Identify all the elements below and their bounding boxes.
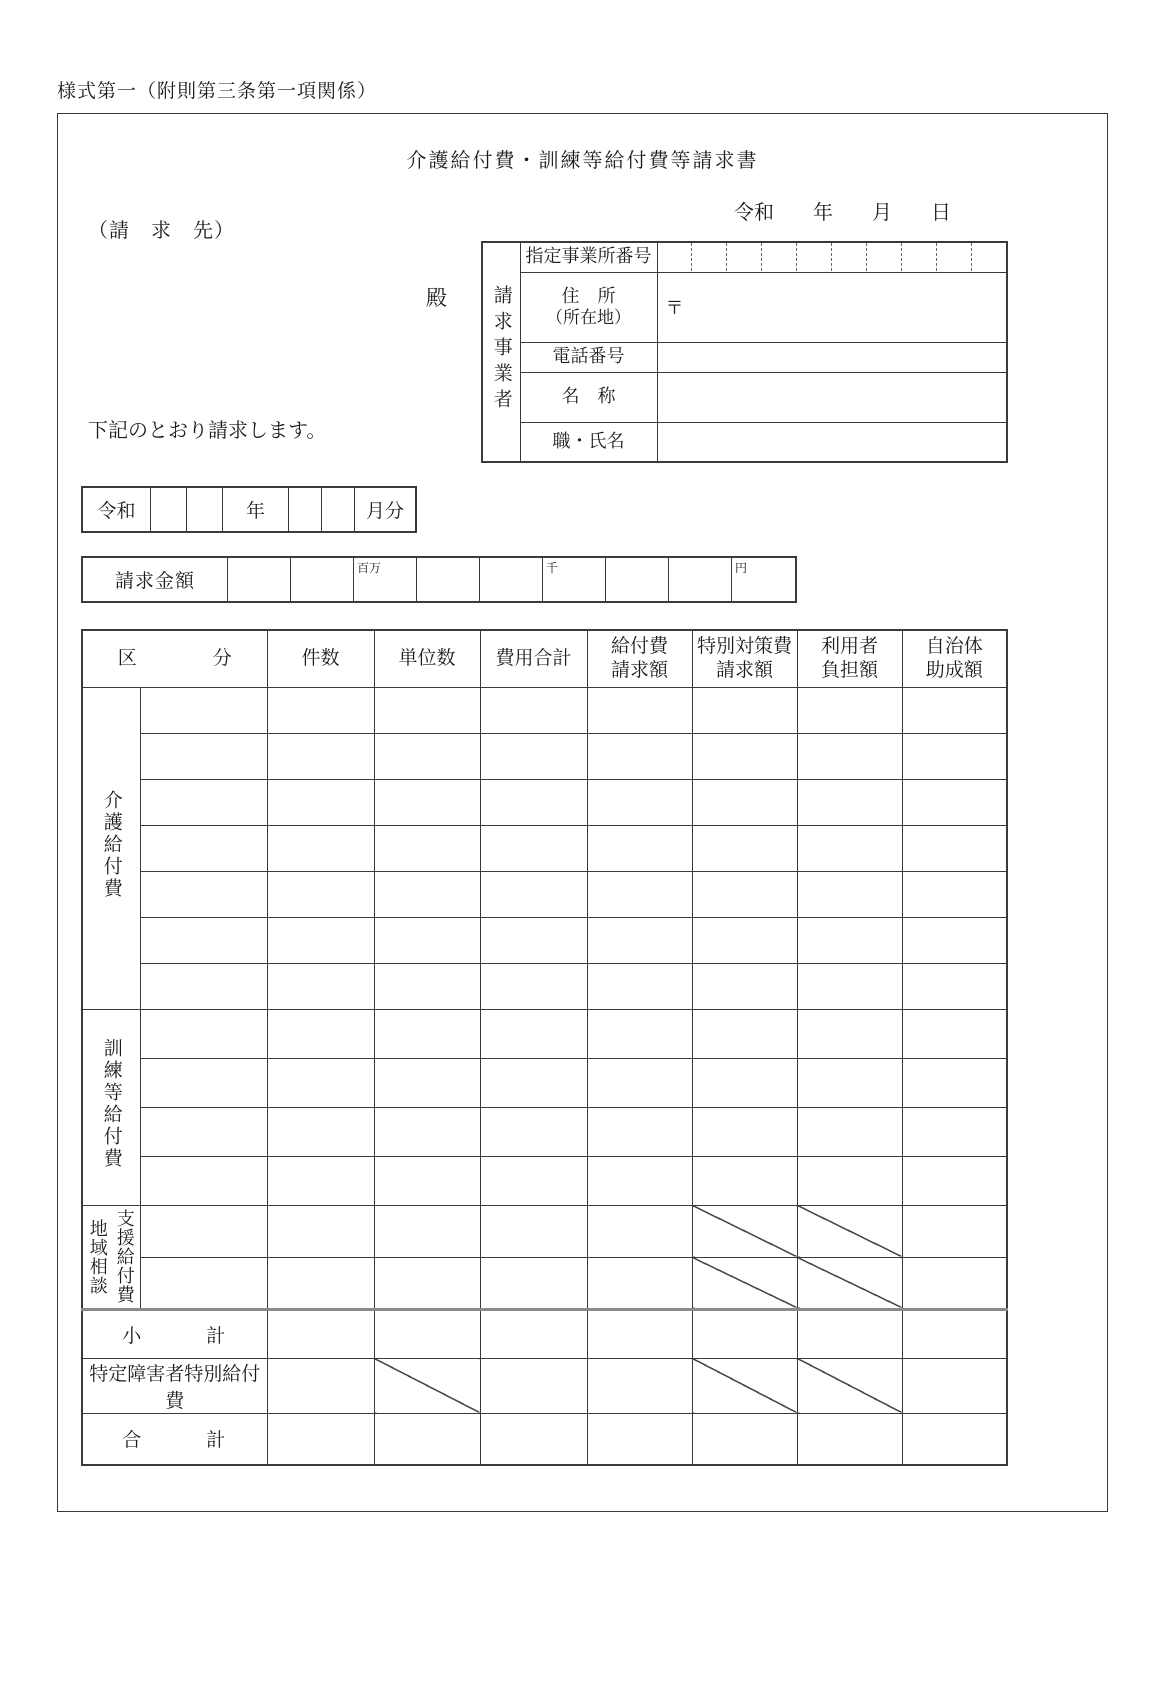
table-cell — [692, 1156, 797, 1205]
table-cell — [902, 1107, 1007, 1156]
table-cell — [374, 733, 480, 779]
amount-digit-cell — [669, 558, 732, 601]
table-cell — [374, 779, 480, 825]
col-header-municipal-subsidy — [902, 630, 1007, 687]
table-cell — [267, 917, 374, 963]
amount-digit-cell — [543, 558, 606, 601]
table-cell — [587, 1205, 692, 1257]
amount-label: 請求金額 — [83, 558, 228, 601]
table-cell — [587, 917, 692, 963]
amount-digit-cell — [228, 558, 291, 601]
table-cell — [587, 1309, 692, 1358]
table-cell — [480, 1107, 587, 1156]
table-cell — [902, 687, 1007, 733]
claimant-info-table — [481, 241, 1008, 463]
table-cell — [480, 1058, 587, 1107]
table-row — [82, 1205, 1007, 1257]
col-header-line: 助成額 — [925, 659, 983, 681]
amount-digit-cell — [606, 558, 669, 601]
subcategory-cell — [140, 825, 267, 871]
digit-cell — [971, 243, 1006, 271]
subcategory-cell — [140, 871, 267, 917]
address-label-line1: 住 所 — [561, 286, 616, 306]
section-cell-chiiki — [82, 1205, 140, 1309]
table-cell — [797, 1009, 902, 1058]
table-row — [82, 1058, 1007, 1107]
amount-digit-cell — [291, 558, 354, 601]
section-label-chiiki-line1: 地域相談 — [87, 1218, 108, 1295]
table-cell — [267, 825, 374, 871]
table-cell — [902, 1009, 1007, 1058]
period-month-cell — [289, 488, 322, 531]
subcategory-cell — [140, 1058, 267, 1107]
table-cell — [797, 963, 902, 1009]
address-field — [657, 272, 1007, 342]
digit-cell — [726, 243, 761, 271]
billing-amount-box — [81, 556, 797, 603]
table-cell — [480, 1358, 587, 1413]
table-cell — [902, 871, 1007, 917]
table-cell — [902, 1309, 1007, 1358]
section-cell-kunren — [82, 1009, 140, 1205]
period-year-label: 年 — [223, 488, 289, 531]
amount-digit-cell — [417, 558, 480, 601]
digit-cell — [936, 243, 971, 271]
table-cell — [480, 1413, 587, 1465]
subcategory-cell — [140, 1257, 267, 1309]
table-cell — [480, 963, 587, 1009]
table-cell — [902, 1058, 1007, 1107]
col-header-line: 給付費 — [610, 636, 668, 657]
table-cell — [587, 963, 692, 1009]
total-label: 合 計 — [82, 1413, 267, 1465]
subcategory-cell — [140, 1205, 267, 1257]
table-cell — [797, 1107, 902, 1156]
table-cell — [587, 825, 692, 871]
table-cell — [692, 687, 797, 733]
table-cell — [267, 1309, 374, 1358]
period-year-cell — [187, 488, 223, 531]
address-label-line2: （所在地） — [546, 307, 631, 327]
table-cell-strikethrough — [692, 1205, 797, 1257]
table-row — [82, 1107, 1007, 1156]
tokutei-row — [82, 1358, 1007, 1413]
table-cell — [480, 917, 587, 963]
table-cell — [374, 1058, 480, 1107]
table-cell-strikethrough — [692, 1257, 797, 1309]
office-number-field — [657, 242, 1007, 272]
table-cell — [374, 1205, 480, 1257]
table-cell — [587, 1009, 692, 1058]
col-header-benefit-claim — [587, 630, 692, 687]
table-cell — [692, 779, 797, 825]
table-row — [82, 1156, 1007, 1205]
table-cell — [902, 963, 1007, 1009]
day-label: 日 — [931, 202, 951, 224]
table-cell — [480, 1156, 587, 1205]
table-cell — [267, 1107, 374, 1156]
table-cell — [374, 1257, 480, 1309]
table-cell — [902, 1358, 1007, 1413]
table-cell — [902, 1257, 1007, 1309]
col-header-units: 単位数 — [374, 630, 480, 687]
form-frame — [57, 113, 1108, 1512]
table-cell — [374, 1107, 480, 1156]
subcategory-cell — [140, 917, 267, 963]
period-era-label: 令和 — [83, 488, 151, 531]
name-field — [657, 372, 1007, 422]
table-cell — [797, 733, 902, 779]
subcategory-cell — [140, 779, 267, 825]
table-row — [82, 1009, 1007, 1058]
name-label: 名 称 — [520, 372, 657, 422]
statement-text: 下記のとおり請求します。 — [88, 420, 327, 442]
subcategory-cell — [140, 1107, 267, 1156]
table-cell — [267, 1358, 374, 1413]
digit-cell — [761, 243, 796, 271]
total-row — [82, 1413, 1007, 1465]
table-cell — [692, 733, 797, 779]
digit-cell — [901, 243, 936, 271]
digit-row — [658, 243, 1007, 271]
section-label-chiiki-line2: 支援給付費 — [114, 1209, 135, 1304]
section-cell-kaigo — [82, 687, 140, 1009]
year-label: 年 — [813, 202, 833, 224]
table-cell — [267, 779, 374, 825]
col-header-line: 請求額 — [715, 659, 773, 681]
table-cell-strikethrough — [797, 1358, 902, 1413]
table-cell — [692, 1107, 797, 1156]
table-cell — [267, 1205, 374, 1257]
marker-yen: 円 — [735, 561, 748, 575]
postal-mark: 〒 — [665, 298, 684, 318]
office-number-row — [482, 242, 1007, 272]
table-row — [82, 825, 1007, 871]
table-cell — [692, 1009, 797, 1058]
claimant-side-label: 請求事業者 — [490, 284, 512, 415]
table-cell — [797, 871, 902, 917]
col-header-line: 自治体 — [925, 636, 983, 657]
digit-cell — [866, 243, 901, 271]
table-cell — [587, 687, 692, 733]
table-cell — [797, 687, 902, 733]
table-cell — [797, 917, 902, 963]
table-cell — [480, 733, 587, 779]
table-cell-strikethrough — [374, 1358, 480, 1413]
table-cell — [587, 871, 692, 917]
table-row — [82, 1257, 1007, 1309]
table-cell — [267, 733, 374, 779]
col-header-line: 特別対策費 — [696, 636, 792, 657]
table-cell — [267, 1009, 374, 1058]
table-cell — [587, 1107, 692, 1156]
table-cell — [797, 779, 902, 825]
col-header-line: 請求額 — [610, 659, 668, 681]
table-cell — [587, 733, 692, 779]
table-cell — [587, 1156, 692, 1205]
digit-cell — [658, 243, 692, 271]
table-cell — [480, 871, 587, 917]
table-cell-strikethrough — [692, 1358, 797, 1413]
table-cell — [267, 687, 374, 733]
period-month-cell — [322, 488, 355, 531]
subcategory-cell — [140, 733, 267, 779]
table-cell — [902, 1205, 1007, 1257]
section-label-kunren: 訓練等給付費 — [100, 1038, 122, 1170]
amount-digit-cell — [732, 558, 795, 601]
table-cell — [480, 1309, 587, 1358]
table-cell-strikethrough — [797, 1257, 902, 1309]
table-cell — [692, 871, 797, 917]
name-row — [482, 372, 1007, 422]
table-cell — [692, 963, 797, 1009]
table-cell — [480, 1257, 587, 1309]
table-cell — [374, 1309, 480, 1358]
col-header-cost-total: 費用合計 — [480, 630, 587, 687]
table-cell — [267, 1058, 374, 1107]
table-cell — [374, 1009, 480, 1058]
table-cell — [480, 779, 587, 825]
table-cell — [692, 825, 797, 871]
table-cell — [797, 1058, 902, 1107]
table-cell — [692, 1058, 797, 1107]
col-header-category: 区 分 — [82, 630, 267, 687]
tokutei-label: 特定障害者特別給付費 — [82, 1358, 267, 1413]
section-label-kaigo: 介護給付費 — [100, 790, 122, 900]
table-cell — [374, 1413, 480, 1465]
subtotal-label: 小 計 — [82, 1309, 267, 1358]
table-row — [82, 917, 1007, 963]
table-cell — [587, 1413, 692, 1465]
table-cell — [587, 779, 692, 825]
table-cell — [902, 733, 1007, 779]
table-cell — [902, 1413, 1007, 1465]
marker-million: 百万 — [357, 561, 382, 575]
digit-cell — [831, 243, 866, 271]
table-cell — [902, 917, 1007, 963]
table-cell — [902, 825, 1007, 871]
table-cell — [480, 825, 587, 871]
table-cell-strikethrough — [797, 1205, 902, 1257]
phone-field — [657, 342, 1007, 372]
honorific-label: 殿 — [426, 287, 447, 310]
table-cell — [692, 1309, 797, 1358]
subcategory-cell — [140, 1009, 267, 1058]
table-cell — [480, 687, 587, 733]
table-cell — [797, 825, 902, 871]
claimant-side-cell — [482, 242, 520, 462]
month-label: 月 — [872, 202, 892, 224]
billing-period-box — [81, 486, 417, 533]
amount-digit-cell — [480, 558, 543, 601]
table-cell — [797, 1309, 902, 1358]
col-header-line: 利用者 — [820, 636, 878, 657]
addressee-label: （請 求 先） — [88, 220, 235, 242]
address-label — [520, 272, 657, 342]
table-row — [82, 779, 1007, 825]
table-cell — [692, 917, 797, 963]
digit-cell — [796, 243, 831, 271]
table-cell — [374, 1156, 480, 1205]
billing-detail-table — [81, 629, 1008, 1466]
title-name-field — [657, 422, 1007, 462]
table-cell — [480, 1205, 587, 1257]
phone-row — [482, 342, 1007, 372]
table-row — [82, 687, 1007, 733]
table-cell — [587, 1058, 692, 1107]
title-name-row — [482, 422, 1007, 462]
table-row — [82, 963, 1007, 1009]
address-row — [482, 272, 1007, 342]
table-cell — [374, 687, 480, 733]
table-cell — [267, 1257, 374, 1309]
col-header-special-measures — [692, 630, 797, 687]
era-label: 令和 — [734, 202, 774, 224]
title-name-label: 職・氏名 — [520, 422, 657, 462]
date-line — [734, 196, 951, 225]
table-cell — [374, 871, 480, 917]
marker-thousand: 千 — [546, 561, 559, 575]
col-header-user-burden — [797, 630, 902, 687]
col-header-line: 負担額 — [820, 659, 878, 681]
table-cell — [797, 1413, 902, 1465]
subcategory-cell — [140, 1156, 267, 1205]
subtotal-row — [82, 1309, 1007, 1358]
table-cell — [267, 871, 374, 917]
table-cell — [692, 1413, 797, 1465]
office-number-label: 指定事業所番号 — [520, 242, 657, 272]
table-cell — [902, 1156, 1007, 1205]
table-cell — [902, 779, 1007, 825]
table-cell — [267, 1413, 374, 1465]
col-header-count: 件数 — [267, 630, 374, 687]
table-cell — [797, 1156, 902, 1205]
table-cell — [374, 917, 480, 963]
table-header-row — [82, 630, 1007, 687]
amount-digit-cell — [354, 558, 417, 601]
form-title: 介護給付費・訓練等給付費等請求書 — [406, 150, 759, 172]
period-year-cell — [151, 488, 187, 531]
table-row — [82, 871, 1007, 917]
table-cell — [374, 825, 480, 871]
digit-cell — [691, 243, 726, 271]
form-number-label: 様式第一（附則第三条第一項関係） — [57, 81, 378, 102]
section-label-chiiki — [83, 1209, 140, 1304]
table-cell — [587, 1358, 692, 1413]
period-month-suffix-label: 月分 — [365, 501, 404, 522]
subcategory-cell — [140, 963, 267, 1009]
table-row — [82, 733, 1007, 779]
subcategory-cell — [140, 687, 267, 733]
table-cell — [480, 1009, 587, 1058]
table-cell — [267, 1156, 374, 1205]
table-cell — [587, 1257, 692, 1309]
phone-label: 電話番号 — [520, 342, 657, 372]
table-cell — [374, 963, 480, 1009]
table-cell — [267, 963, 374, 1009]
